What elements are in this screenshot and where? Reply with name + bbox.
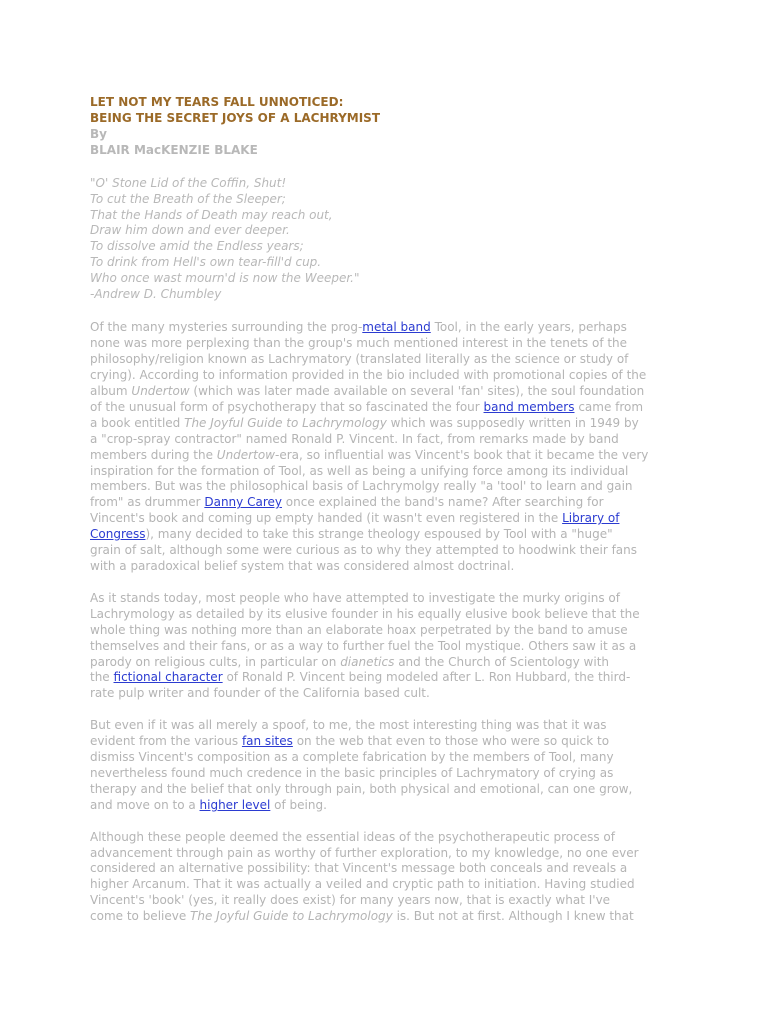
title-line-1: LET NOT MY TEARS FALL UNNOTICED: (90, 95, 344, 109)
poem-line: To dissolve amid the Endless years; (90, 239, 304, 254)
epigraph-poem (90, 176, 680, 302)
author-name: BLAIR MacKENZIE BLAKE (90, 143, 258, 157)
poem-line: To drink from Hell's own tear-fill'd cup. (90, 254, 322, 269)
link-library-of-congress[interactable]: Library of (562, 511, 620, 526)
poem-line: Who once wast mourn'd is now the Weeper." (90, 270, 360, 285)
document-body (90, 94, 680, 925)
poem-line: Draw him down and ever deeper. (90, 223, 290, 238)
paragraph-2: As it stands today, most people who have attempted to investigate the murky origins of Lachrymology as detailed by its elusive founder in his equally elusive book believe that the whole thing was nothing more than an elaborate hoax perpetrated by the band to amuse themselves and their fans, or as a way to further fuel the Tool mystique. Others saw it as a parody on religious cults, in particular on dianetics and the Church of Scientology with the fictional character of Ronald P. Vincent being modeled after L. Ron Hubbard, the third- rate pulp writer and founder of the California based cult. (90, 590, 640, 701)
link-fan-sites[interactable]: fan sites (241, 734, 293, 749)
title-line-2: BEING THE SECRET JOYS OF A LACHRYMIST (90, 111, 381, 125)
byline-by: By (90, 127, 107, 141)
link-library-of-congress-cont[interactable]: Congress (90, 527, 146, 542)
poem-attribution: -Andrew D. Chumbley (90, 286, 222, 301)
link-danny-carey[interactable]: Danny Carey (204, 495, 282, 510)
poem-line: To cut the Breath of the Sleeper; (90, 191, 286, 206)
link-band-members[interactable]: band members (483, 399, 575, 414)
link-higher-level[interactable]: higher level (199, 797, 271, 812)
paragraph-4: Although these people deemed the essential ideas of the psychotherapeutic process of advancement through pain as worthy of further exploration, to my knowledge, no one ever considered an alternative possibility: that Vincent's message both conceals and reveals a higher Arcanum. That it was actually a veiled and cryptic path to initiation. Having studied Vincent's 'book' (yes, it really does exist) for many years now, that is exactly what I've come to believe The Joyful Guide to Lachrymology is. But not at first. Although I knew that (90, 829, 639, 924)
paragraph-1: Of the many mysteries surrounding the prog-metal band Tool, in the early years, perhaps none was more perplexing than the group's much mentioned interest in the tenets of the philosophy/religion known as Lachrymatory (translated literally as the science or study of crying). According to information provided in the bio included with promotional copies of the album Undertow (which was later made available on several 'fan' sites), the soul foundation of the unusual form of psychotherapy that so fascinated the four band members came from a book entitled The Joyful Guide to Lachrymology which was supposedly written in 1949 by a "crop-spray contractor" named Ronald P. Vincent. In fact, from remarks made by band members during the Undertow-era, so influential was Vincent's book that it became the very inspiration for the formation of Tool, as well as being a unifying force among its individual members. But was the philosophical basis of Lachrymolgy really "a 'tool' to learn and gain from" as drummer Danny Carey once explained the band's name? After searching for Vincent's book and coming up empty handed (it wasn't even registered in the Library of Congress), many decided to take this strange theology espoused by Tool with a "huge" grain of salt, although some were curious as to why they attempted to hoodwink their fans with a paradoxical belief system that was considered almost doctrinal. (90, 320, 649, 573)
paragraph-3: But even if it was all merely a spoof, to me, the most interesting thing was that it was evident from the various fan sites on the web that even to those who were so quick to dismiss Vincent's composition as a complete fabrication by the members of Tool, many nevertheless found much credence in the basic principles of Lachrymatory of crying as therapy and the belief that only through pain, both physical and emotional, can one grow, and move on to a higher level of being. (90, 718, 633, 812)
poem-line: "O' Stone Lid of the Coffin, Shut! (90, 176, 287, 190)
link-fictional-character[interactable]: fictional character (113, 670, 223, 685)
link-metal-band[interactable]: metal band (362, 320, 431, 335)
poem-line: That the Hands of Death may reach out, (90, 207, 333, 222)
